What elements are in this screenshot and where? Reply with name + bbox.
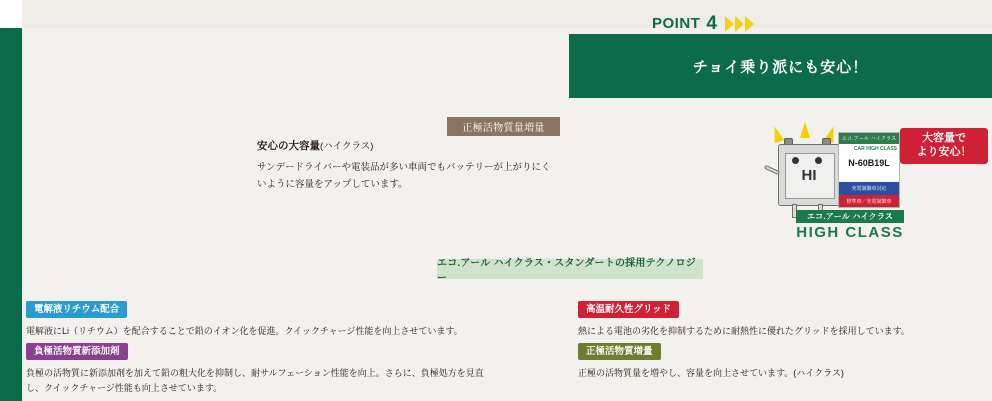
feature-text: 正極の活物質量を増やし、容量を向上させています。(ハイクラス) (578, 368, 844, 378)
feature-text: 電解液にLi（リチウム）を配合することで鉛のイオン化を促進。クイックチャージ性能を向上させています。 (26, 326, 463, 336)
headline-text: チョイ乗り派にも安心！ (692, 58, 869, 76)
chevron-right-icon (725, 16, 754, 32)
character-eye (815, 157, 822, 164)
spark-icon (770, 125, 784, 143)
card-cap-text: エコ.アール ハイクラス (839, 133, 899, 144)
class-name-text: HIGH CLASS (796, 224, 904, 241)
feature-chip: 正極活物質増量 (578, 343, 661, 360)
class-band: エコ.アール ハイクラス (796, 210, 904, 223)
character-text: HI (801, 167, 817, 184)
card-model-text: N-60B19L (839, 144, 899, 182)
capacity-body: サンデードライバーや電装品が多い車両でもバッテリーが上がりにくいように容量をアップしています。 (257, 162, 551, 190)
callout-line-2: より安心！ (916, 146, 972, 158)
top-band (22, 0, 992, 28)
headline-banner (569, 34, 992, 98)
capacity-callout-bubble (900, 128, 988, 164)
left-green-bar (0, 28, 22, 401)
feature-item (578, 341, 978, 381)
feature-text: 熱による電池の劣化を抑制するために耐熱性に優れたグリッドを採用しています。 (578, 326, 910, 336)
point-heading (652, 14, 754, 33)
feature-chip: 電解液リチウム配合 (26, 301, 127, 318)
tag-positive-active-material: 正極活物質量増量 (447, 117, 560, 136)
point-label: POINT (652, 15, 701, 32)
capacity-title (257, 138, 557, 153)
tag-technology-heading: エコ.アール ハイクラス・スタンダートの採用テクノロジー (437, 259, 703, 279)
feature-item (578, 299, 978, 339)
product-label-card (838, 132, 900, 208)
capacity-text-block (257, 138, 557, 193)
feature-chip: 負極活物質新添加剤 (26, 343, 128, 360)
card-class-text: CAR HIGH CLASS (853, 146, 897, 152)
feature-text: 負極の活物質に新添加剤を加えて鉛の粗大化を抑制し、耐サルフェーション性能を向上。さらに、負極処方を見直し、クイックチャージ性能も向上させています。 (26, 368, 484, 394)
product-illustration (760, 124, 972, 241)
character-eye (792, 157, 799, 164)
feature-item (26, 299, 496, 339)
feature-chip: 高温耐久性グリッド (578, 301, 679, 318)
card-foot-text-2: 標準車／充電制御車 (839, 195, 899, 208)
card-foot-text-1: 充電制御車対応 (839, 182, 899, 195)
capacity-title-main: 安心の大容量 (257, 140, 320, 152)
callout-line-1: 大容量で (922, 132, 966, 145)
capacity-title-sub: (ハイクラス) (320, 141, 374, 152)
spark-icon (800, 122, 810, 138)
battery-character (778, 144, 840, 206)
point-number: 4 (706, 13, 717, 34)
feature-item (26, 341, 496, 397)
